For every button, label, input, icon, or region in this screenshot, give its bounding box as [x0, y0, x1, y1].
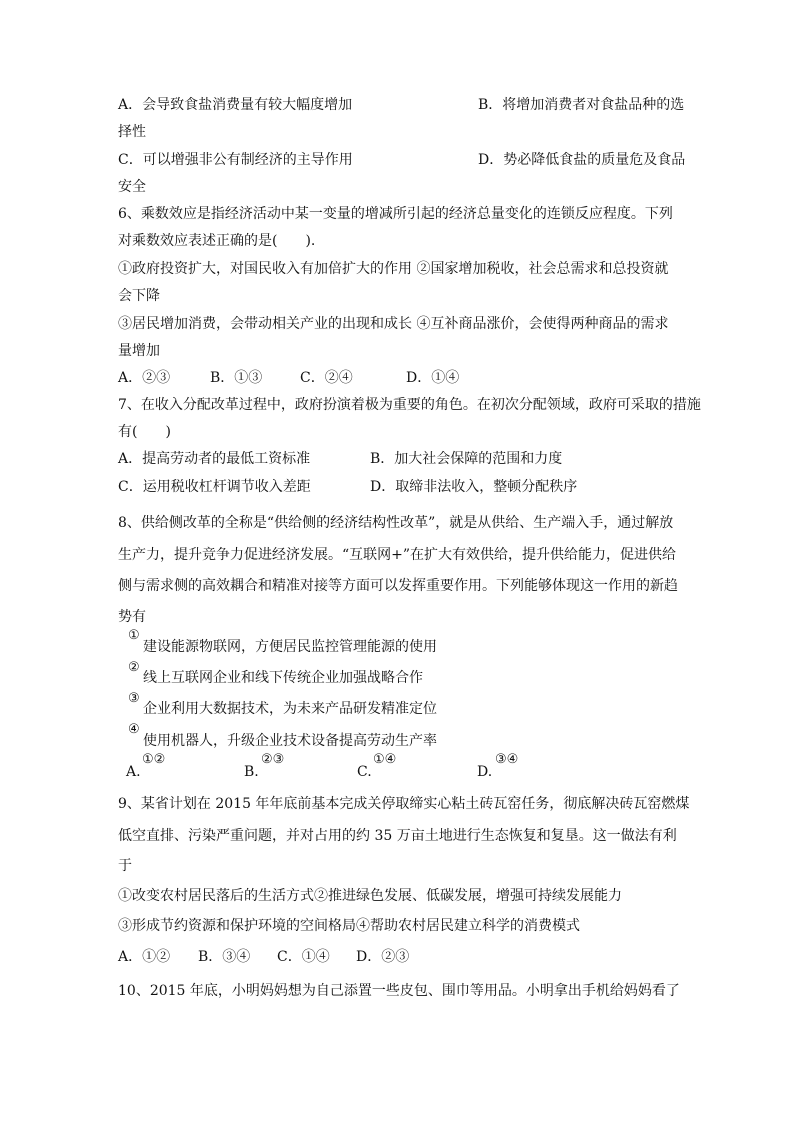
q9-stem: 9、某省计划在 2015 年年底前基本完成关停取缔实心粘土砖瓦窑任务，彻底解决砖瓦窑燃煤 — [118, 796, 690, 812]
q7-option-a: A．提高劳动者的最低工资标准 — [118, 451, 311, 467]
q6-items-3-4: ③居民增加消费，会带动相关产业的出现和成长 ④互补商品涨价，会使得两种商品的需求 — [118, 316, 669, 332]
q7-stem-continued: 有( ) — [118, 424, 171, 440]
q8-option-c-nums: ①④ — [373, 752, 397, 767]
q9-items-line1: ①改变农村居民落后的生活方式②推进绿色发展、低碳发展，增强可持续发展能力 — [118, 888, 622, 904]
q8-stem-line4: 势有 — [118, 609, 146, 625]
q5-option-a: A．会导致食盐消费量有较大幅度增加 — [118, 97, 353, 113]
q8-item-2-text: 线上互联网企业和线下传统企业加强战略合作 — [143, 670, 423, 686]
q8-item-3-text: 企业利用大数据技术，为未来产品研发精准定位 — [143, 701, 437, 717]
q9-option-c: C．①④ — [277, 949, 330, 965]
q7-option-b: B．加大社会保障的范围和力度 — [370, 451, 563, 467]
q6-option-c: C．②④ — [300, 370, 353, 386]
q8-item-4-text: 使用机器人，升级企业技术设备提高劳动生产率 — [143, 733, 437, 749]
q6-stem-continued: 对乘数效应表述正确的是( ). — [118, 233, 316, 249]
q6-items-3-4-continued: 量增加 — [118, 343, 160, 359]
q8-option-d-nums: ③④ — [495, 752, 519, 767]
q10-stem: 10、2015 年底，小明妈妈想为自己添置一些皮包、围巾等用品。小明拿出手机给妈妈看了 — [118, 983, 680, 999]
q8-stem-line2: 生产力，提升竞争力促进经济发展。“互联网+”在扩大有效供给，提升供给能力，促进供给 — [118, 547, 677, 563]
q8-item-1-text: 建设能源物联网，方便居民监控管理能源的使用 — [143, 639, 437, 655]
q7-option-c: C．运用税收杠杆调节收入差距 — [118, 479, 311, 495]
q6-option-d: D．①④ — [406, 370, 460, 386]
q9-stem-line3: 于 — [118, 858, 132, 874]
circled-number-4: ④ — [128, 722, 140, 737]
circled-number-3: ③ — [128, 691, 140, 706]
q6-option-a: A．②③ — [118, 370, 171, 386]
q8-option-a-nums: ①② — [142, 752, 166, 767]
q5-option-b: B．将增加消费者对食盐品种的选 — [478, 97, 685, 113]
q5-option-d: D．势必降低食盐的质量危及食品 — [478, 152, 686, 168]
q8-option-b-letter: B. — [244, 764, 259, 780]
q8-option-a-letter: A. — [126, 764, 141, 780]
q8-option-b-nums: ②③ — [261, 752, 285, 767]
q9-items-line2: ③形成节约资源和保护环境的空间格局④帮助农村居民建立科学的消费模式 — [118, 918, 580, 934]
q8-stem-line3: 侧与需求侧的高效耦合和精准对接等方面可以发挥重要作用。下列能够体现这一作用的新趋 — [118, 578, 678, 594]
q6-option-b: B．①③ — [210, 370, 263, 386]
q9-option-b: B．③④ — [198, 949, 251, 965]
q5-option-c: C．可以增强非公有制经济的主导作用 — [118, 152, 353, 168]
q9-option-d: D．②③ — [356, 949, 410, 965]
q9-stem-line2: 低空直排、污染严重问题，并对占用的约 35 万亩土地进行生态恢复和复垦。这一做法有利 — [118, 828, 677, 844]
q7-option-d: D．取缔非法收入，整顿分配秩序 — [370, 479, 578, 495]
q8-option-d-letter: D. — [477, 764, 493, 780]
circled-number-2: ② — [128, 660, 140, 675]
q6-stem: 6、乘数效应是指经济活动中某一变量的增减所引起的经济总量变化的连锁反应程度。下列 — [118, 206, 673, 222]
q6-items-1-2-continued: 会下降 — [118, 288, 160, 304]
q6-items-1-2: ①政府投资扩大，对国民收入有加倍扩大的作用 ②国家增加税收，社会总需求和总投资就 — [118, 261, 669, 277]
q7-stem: 7、在收入分配改革过程中，政府扮演着极为重要的角色。在初次分配领域，政府可采取的措施 — [118, 397, 701, 413]
q5-option-b-continued: 择性 — [118, 124, 146, 140]
q8-option-c-letter: C. — [357, 764, 372, 780]
circled-number-1: ① — [128, 628, 140, 643]
q8-stem: 8、供给侧改革的全称是“供给侧的经济结构性改革”，就是从供给、生产端入手，通过解放 — [118, 515, 674, 531]
q9-option-a: A．①② — [118, 949, 171, 965]
q5-option-d-continued: 安全 — [118, 179, 146, 195]
